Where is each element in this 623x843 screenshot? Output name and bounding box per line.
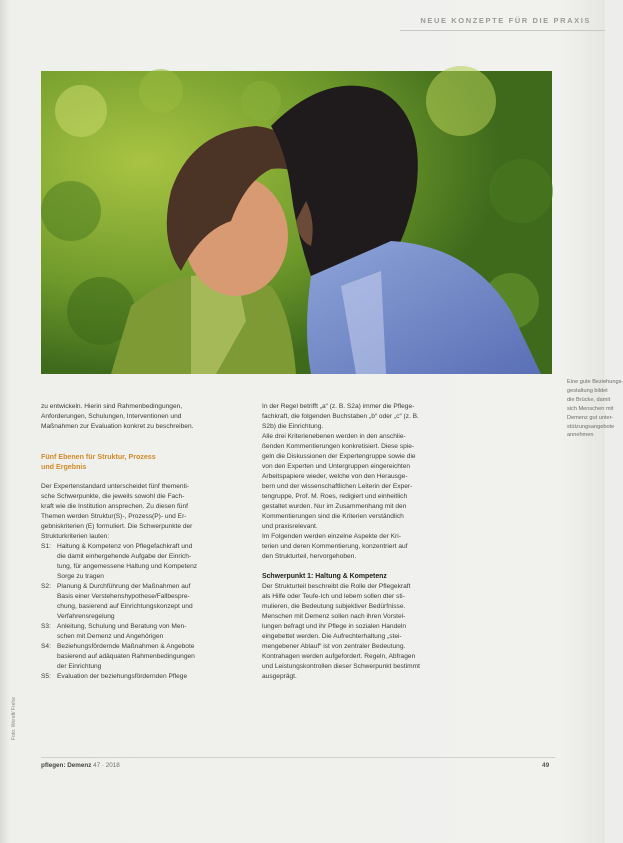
caption-line: Eine gute Beziehungs- (567, 379, 623, 385)
running-head: NEUE KONZEPTE FÜR DIE PRAXIS (420, 16, 591, 25)
body-line: sche Schwerpunkte, die jeweils sowohl die Fach- (41, 493, 185, 500)
body-line: und praxisrelevant. (262, 523, 318, 530)
body-line: fachkraft, die folgenden Buchstaben „b“ oder „c“ (z. B. (262, 413, 419, 420)
body-line: Der Strukturteil beschreibt die Rolle der Pflegekraft (262, 583, 411, 590)
body-line: lungen befragt und ihr Pflege in sozialen Handeln (262, 623, 407, 630)
body-line: zu entwickeln. Hierin sind Rahmenbedingungen, (41, 403, 183, 410)
criteria-line: chung, basierend auf Einrichtungskonzept und (57, 603, 193, 610)
criteria-line: tung, für angemessene Haltung und Kompetenz (57, 563, 198, 570)
criteria-line: die damit einhergehende Aufgabe der Einrich- (57, 553, 192, 560)
criteria-item-s2 (41, 582, 245, 622)
body-line: Arbeitspapiere wieder, welche von den Herausge- (262, 473, 408, 480)
body-line: mulieren, die Bedeutung subjektiver Bedürfnisse. (262, 603, 406, 610)
body-line: Menschen mit Demenz sollen nach ihren Vorstel- (262, 613, 406, 620)
body-line: Anforderungen, Schulungen, Interventionen und (41, 413, 182, 420)
caption-line: annehmen (567, 432, 594, 439)
criteria-label: S3: (41, 623, 51, 630)
criteria-item-s5 (41, 672, 245, 682)
body-line: von den Experten und Untergruppen eingereichten (262, 463, 411, 470)
criteria-line: Anleitung, Schulung und Beratung von Men- (57, 623, 187, 630)
section-heading: und Ergebnis (41, 463, 87, 471)
criteria-label: S2: (41, 583, 51, 590)
criteria-label: S4: (41, 643, 51, 650)
caption-line: Demenz gut unter- (567, 414, 614, 421)
body-line: gebniskriterien (E) formuliert. Die Schwerpunkte der (41, 523, 193, 530)
body-line: Strukturkriterien lauten: (41, 533, 110, 540)
criteria-item-s1 (41, 542, 245, 582)
body-line: den Strukturteil, hervorgehoben. (262, 553, 357, 560)
criteria-line: Verfahrensregelung (57, 613, 115, 620)
caption-line: die Brücke, damit (567, 396, 611, 403)
body-line: Im Folgenden werden einzelne Aspekte der Kri- (262, 533, 401, 540)
criteria-line: Sorge zu tragen (57, 573, 104, 580)
issue-number: 47 · 2018 (93, 762, 120, 769)
body-line: und Leistungskontrollen dieser Schwerpunkt bestimmt (262, 663, 420, 670)
body-line: Themen werden Struktur(S)-, Prozess(P)- und Er- (41, 513, 187, 520)
criteria-line: basierend auf adäquaten Rahmenbedingungen (57, 653, 195, 660)
footer-divider (41, 757, 555, 758)
body-line: In der Regel betrifft „a“ (z. B. S2a) immer die Pflege- (262, 403, 415, 410)
body-line: ausgeprägt. (262, 673, 297, 680)
body-line: gestaltet wurden. Nur im Zusammenhang mit den (262, 503, 407, 510)
body-line: Kommentierungen sind die Kriterien verständlich (262, 513, 404, 520)
body-line: S2b) die Einrichtung. (262, 423, 324, 430)
photo (41, 71, 552, 374)
footer-magazine (41, 762, 120, 769)
subsection-heading: Schwerpunkt 1: Haltung & Kompetenz (262, 573, 387, 580)
body-line: Maßnahmen zur Evaluation konkret zu beschreiben. (41, 423, 194, 430)
criteria-item-s3 (41, 622, 245, 642)
body-line: Alle drei Kriterienebenen werden in den anschlie- (262, 433, 406, 440)
page-number: 49 (542, 762, 550, 769)
criteria-line: Evaluation der beziehungsfördernden Pflege (57, 673, 188, 680)
criteria-line: der Einrichtung (57, 663, 102, 670)
body-line: terien und deren Kommentierung, konzentriert auf (262, 543, 408, 550)
criteria-line: Haltung & Kompetenz von Pflegefachkraft und (57, 543, 193, 550)
photo-credit: Foto: Wendt/ Frehe (11, 697, 17, 740)
head-divider (400, 30, 605, 31)
body-line: Kontrahagen werden aufgefordert. Regeln, Abfragen (262, 653, 416, 660)
criteria-line: Planung & Durchführung der Maßnahmen auf (57, 583, 191, 590)
caption-line: gestaltung bildet (567, 387, 608, 394)
photo-caption (567, 378, 623, 440)
criteria-item-s4 (41, 642, 245, 672)
criteria-label: S5: (41, 673, 51, 680)
criteria-line: Basis einer Verstehenshypothese/Fallbespre- (57, 593, 190, 600)
criteria-line: schen mit Demenz und Angehörigen (57, 633, 164, 640)
body-line: Der Expertenstandard unterscheidet fünf thementi- (41, 483, 190, 490)
section-heading: Fünf Ebenen für Struktur, Prozess (41, 453, 156, 461)
body-line: eingebettet werden. Die Aufrechterhaltung „stei- (262, 633, 402, 640)
criteria-line: Beziehungsfördernde Maßnahmen & Angebote (57, 643, 195, 650)
body-line: geln die Diskussionen der Expertengruppe sowie die (262, 453, 416, 460)
caption-line: sich Menschen mit (567, 405, 614, 412)
caption-line: stützungsangebote (567, 423, 615, 430)
body-line: tengruppe, Prof. M. Roes, redigiert und einheitlich (262, 493, 408, 500)
body-line: kraft wie die Institution ansprechen. Zu diesen fünf (41, 503, 188, 510)
body-line: bern und der wissenschaftlichen Leiterin der Exper- (262, 483, 413, 490)
left-column (41, 402, 245, 682)
right-column (262, 402, 472, 682)
photo-illustration (41, 71, 552, 374)
body-line: als Hilfe oder Teufe-Ich und lebem sollen dter sti- (262, 593, 405, 600)
body-line: mengebener Ablauf“ ist von zentraler Bedeutung. (262, 643, 406, 650)
body-line: ßenden Kommentierungen konkretisiert. Diese spie- (262, 443, 415, 450)
criteria-label: S1: (41, 543, 51, 550)
magazine-title: pflegen: Demenz (41, 762, 92, 769)
